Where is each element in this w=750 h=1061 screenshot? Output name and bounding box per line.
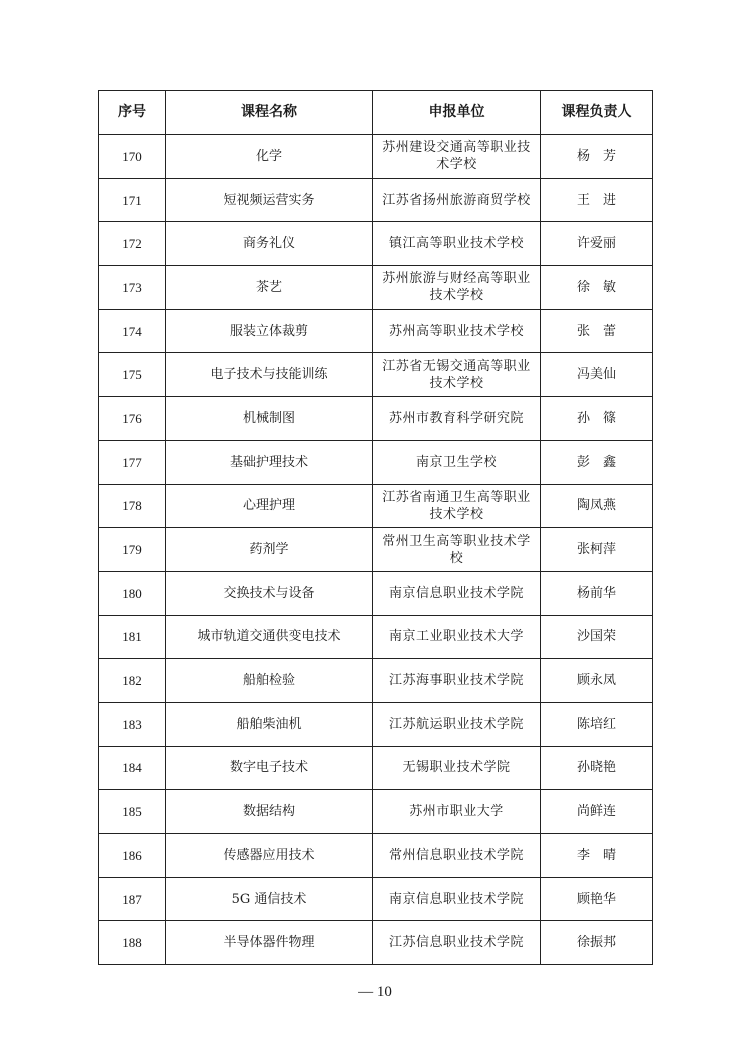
table-row: [99, 877, 653, 921]
table-row: [99, 746, 653, 790]
table-row: [99, 178, 653, 222]
cell-serial-number: 178: [99, 484, 166, 528]
table-row: [99, 397, 653, 441]
cell-serial-number: 186: [99, 834, 166, 878]
cell-course-lead: 陈培红: [541, 702, 653, 746]
cell-course-lead: 张 蕾: [541, 309, 653, 353]
page-number: — 10: [358, 984, 392, 1000]
cell-course-lead: 陶凤燕: [541, 484, 653, 528]
cell-serial-number: 171: [99, 178, 166, 222]
cell-course-lead: 沙国荣: [541, 615, 653, 659]
cell-course-name: 城市轨道交通供变电技术: [166, 615, 373, 659]
table-row: [99, 659, 653, 703]
cell-course-name: 交换技术与设备: [166, 571, 373, 615]
cell-course-lead: 彭 鑫: [541, 440, 653, 484]
cell-course-lead: 杨 芳: [541, 135, 653, 179]
table-row: [99, 615, 653, 659]
cell-serial-number: 184: [99, 746, 166, 790]
cell-applicant-unit: 南京信息职业技术学院: [373, 877, 541, 921]
table-row: [99, 528, 653, 572]
cell-course-name: 服装立体裁剪: [166, 309, 373, 353]
cell-course-name: 船舶柴油机: [166, 702, 373, 746]
cell-serial-number: 175: [99, 353, 166, 397]
cell-course-lead: 尚鲜连: [541, 790, 653, 834]
cell-applicant-unit: 南京信息职业技术学院: [373, 571, 541, 615]
course-table: [98, 90, 653, 965]
cell-course-name: 茶艺: [166, 266, 373, 310]
cell-course-name: 短视频运营实务: [166, 178, 373, 222]
table-row: [99, 353, 653, 397]
cell-course-lead: 孙 篠: [541, 397, 653, 441]
cell-applicant-unit: 镇江高等职业技术学校: [373, 222, 541, 266]
table-row: [99, 921, 653, 965]
cell-applicant-unit: 江苏海事职业技术学院: [373, 659, 541, 703]
cell-course-lead: 徐 敏: [541, 266, 653, 310]
cell-applicant-unit: 无锡职业技术学院: [373, 746, 541, 790]
table-row: [99, 222, 653, 266]
cell-applicant-unit: 苏州市教育科学研究院: [373, 397, 541, 441]
table-row: [99, 309, 653, 353]
table-header-row: [99, 91, 653, 135]
cell-course-lead: 顾永凤: [541, 659, 653, 703]
cell-serial-number: 183: [99, 702, 166, 746]
cell-course-lead: 张柯萍: [541, 528, 653, 572]
cell-serial-number: 181: [99, 615, 166, 659]
cell-course-lead: 李 晴: [541, 834, 653, 878]
header-course-name: 课程名称: [166, 91, 373, 135]
cell-course-name: 电子技术与技能训练: [166, 353, 373, 397]
cell-serial-number: 170: [99, 135, 166, 179]
cell-serial-number: 180: [99, 571, 166, 615]
cell-course-name: 机械制图: [166, 397, 373, 441]
cell-course-name: 5G 通信技术: [166, 877, 373, 921]
cell-course-name: 心理护理: [166, 484, 373, 528]
cell-course-lead: 王 进: [541, 178, 653, 222]
cell-applicant-unit: 江苏省南通卫生高等职业技术学校: [373, 484, 541, 528]
cell-course-lead: 顾艳华: [541, 877, 653, 921]
cell-serial-number: 182: [99, 659, 166, 703]
cell-applicant-unit: 江苏航运职业技术学院: [373, 702, 541, 746]
cell-serial-number: 185: [99, 790, 166, 834]
cell-serial-number: 174: [99, 309, 166, 353]
cell-applicant-unit: 江苏省扬州旅游商贸学校: [373, 178, 541, 222]
cell-applicant-unit: 苏州高等职业技术学校: [373, 309, 541, 353]
cell-course-name: 船舶检验: [166, 659, 373, 703]
cell-course-name: 基础护理技术: [166, 440, 373, 484]
cell-course-name: 药剂学: [166, 528, 373, 572]
cell-applicant-unit: 苏州市职业大学: [373, 790, 541, 834]
cell-serial-number: 187: [99, 877, 166, 921]
header-applicant-unit: 申报单位: [373, 91, 541, 135]
cell-course-lead: 孙晓艳: [541, 746, 653, 790]
cell-applicant-unit: 南京卫生学校: [373, 440, 541, 484]
table-row: [99, 571, 653, 615]
cell-applicant-unit: 江苏信息职业技术学院: [373, 921, 541, 965]
cell-serial-number: 177: [99, 440, 166, 484]
cell-course-lead: 许爱丽: [541, 222, 653, 266]
cell-applicant-unit: 南京工业职业技术大学: [373, 615, 541, 659]
cell-serial-number: 176: [99, 397, 166, 441]
table-row: [99, 484, 653, 528]
cell-course-name: 数据结构: [166, 790, 373, 834]
header-course-lead: 课程负责人: [541, 91, 653, 135]
table-row: [99, 440, 653, 484]
cell-applicant-unit: 江苏省无锡交通高等职业技术学校: [373, 353, 541, 397]
cell-applicant-unit: 苏州旅游与财经高等职业技术学校: [373, 266, 541, 310]
cell-course-lead: 冯美仙: [541, 353, 653, 397]
table-row: [99, 135, 653, 179]
cell-serial-number: 172: [99, 222, 166, 266]
table-row: [99, 266, 653, 310]
cell-course-name: 化学: [166, 135, 373, 179]
table-row: [99, 702, 653, 746]
table-row: [99, 834, 653, 878]
cell-applicant-unit: 苏州建设交通高等职业技术学校: [373, 135, 541, 179]
cell-course-lead: 徐振邦: [541, 921, 653, 965]
table-row: [99, 790, 653, 834]
cell-course-lead: 杨前华: [541, 571, 653, 615]
table-body: [99, 135, 653, 965]
cell-course-name: 半导体器件物理: [166, 921, 373, 965]
cell-course-name: 数字电子技术: [166, 746, 373, 790]
cell-course-name: 商务礼仪: [166, 222, 373, 266]
cell-applicant-unit: 常州卫生高等职业技术学校: [373, 528, 541, 572]
header-no: 序号: [99, 91, 166, 135]
cell-serial-number: 173: [99, 266, 166, 310]
cell-course-name: 传感器应用技术: [166, 834, 373, 878]
cell-serial-number: 179: [99, 528, 166, 572]
cell-applicant-unit: 常州信息职业技术学院: [373, 834, 541, 878]
cell-serial-number: 188: [99, 921, 166, 965]
